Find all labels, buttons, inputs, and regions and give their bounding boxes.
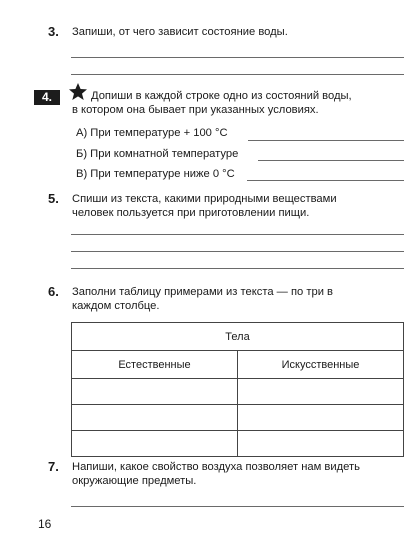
- task-3-number: 3.: [48, 24, 59, 39]
- column-header-artificial: Искусственные: [238, 351, 404, 379]
- table-row: [72, 405, 404, 431]
- page-number: 16: [38, 517, 52, 531]
- answer-line[interactable]: [71, 74, 404, 75]
- answer-line[interactable]: [258, 160, 404, 161]
- task-4-option-c: В) При температуре ниже 0 °С: [76, 168, 235, 180]
- task-5-text-line-2: человек пользуется при приготовлении пищи.: [72, 207, 310, 219]
- task-6-text-line-2: каждом столбце.: [72, 300, 160, 312]
- task-7-number: 7.: [48, 459, 59, 474]
- task-7-text-line-2: окружающие предметы.: [72, 475, 197, 487]
- table-title: Тела: [72, 323, 404, 351]
- task-3-text: Запиши, от чего зависит состояние воды.: [72, 26, 288, 38]
- table-cell[interactable]: [238, 431, 404, 457]
- bodies-table: [71, 322, 404, 457]
- table-cell[interactable]: [238, 405, 404, 431]
- table-row: [72, 431, 404, 457]
- task-4-text-line-2: в котором она бывает при указанных условиях.: [72, 104, 319, 116]
- answer-line[interactable]: [71, 234, 404, 235]
- task-4-text-line-1: Допиши в каждой строке одно из состояний воды,: [91, 90, 352, 102]
- task-6-text-line-1: Заполни таблицу примерами из текста — по три в: [72, 286, 334, 298]
- answer-line[interactable]: [247, 180, 404, 181]
- column-header-natural: Естественные: [72, 351, 238, 379]
- task-7-text-line-1: Напиши, какое свойство воздуха позволяет нам видеть: [72, 461, 360, 473]
- table-cell[interactable]: [72, 379, 238, 405]
- task-6-number: 6.: [48, 284, 59, 299]
- table-cell[interactable]: [238, 379, 404, 405]
- answer-line[interactable]: [71, 251, 404, 252]
- task-4-option-a: А) При температуре + 100 °С: [76, 127, 228, 139]
- table-row: [72, 379, 404, 405]
- star-icon: [68, 82, 88, 102]
- task-4-option-b: Б) При комнатной температуре: [76, 148, 239, 160]
- task-5-text-line-1: Спиши из текста, какими природными веществами: [72, 193, 337, 205]
- answer-line[interactable]: [248, 140, 404, 141]
- task-5-number: 5.: [48, 191, 59, 206]
- table-cell[interactable]: [72, 431, 238, 457]
- answer-line[interactable]: [71, 506, 404, 507]
- answer-line[interactable]: [71, 57, 404, 58]
- table-cell[interactable]: [72, 405, 238, 431]
- task-4-number: 4.: [34, 90, 60, 105]
- answer-line[interactable]: [71, 268, 404, 269]
